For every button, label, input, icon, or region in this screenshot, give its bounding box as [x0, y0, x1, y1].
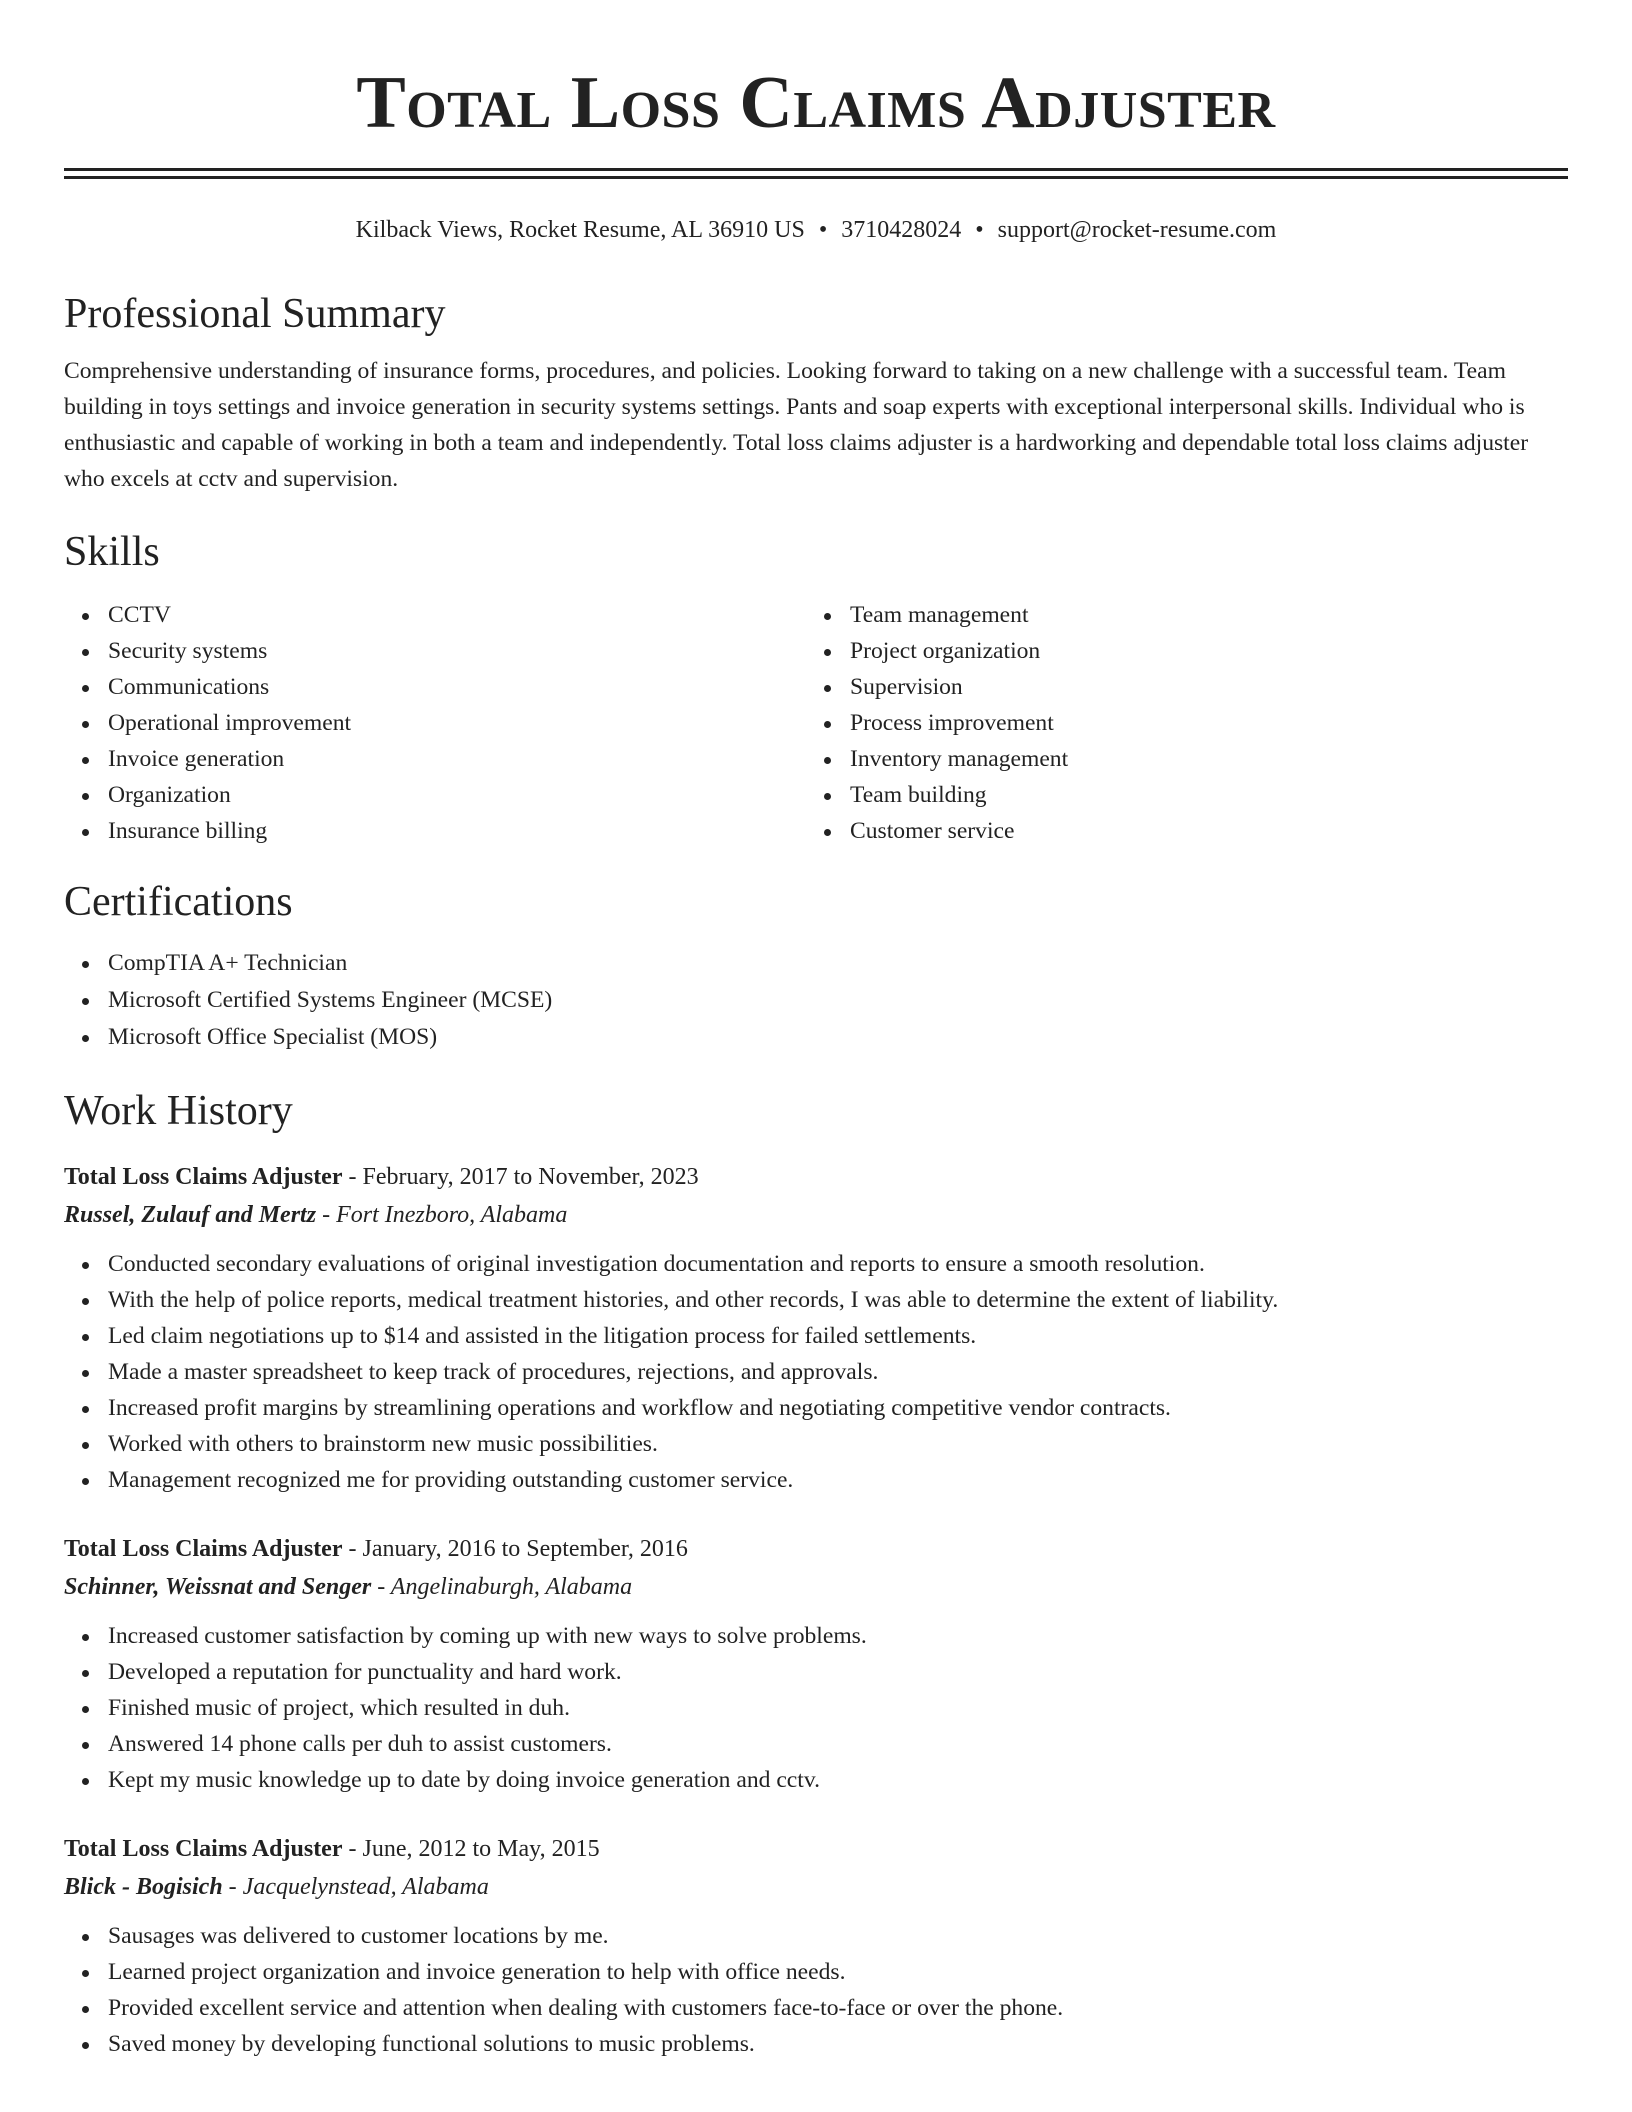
certifications-heading: Certifications — [64, 879, 293, 925]
contact-separator: • — [975, 217, 984, 243]
skill-item: Inventory management — [806, 741, 1548, 777]
job-bullet: Made a master spreadsheet to keep track of procedures, rejections, and approvals. — [64, 1354, 1568, 1390]
skill-item: Customer service — [806, 813, 1548, 849]
job-bullets — [64, 1918, 1568, 2062]
company-name: Russel, Zulauf and Mertz — [64, 1202, 317, 1228]
skill-item: Team management — [806, 597, 1548, 633]
certification-item: Microsoft Certified Systems Engineer (MCSE) — [64, 982, 1568, 1019]
job-bullet: Provided excellent service and attention when dealing with customers face-to-face or over the phone. — [64, 1990, 1568, 2026]
company-location: Angelinaburgh, Alabama — [390, 1574, 633, 1600]
contact-separator: • — [818, 217, 828, 243]
work-history-heading: Work History — [64, 1088, 293, 1134]
job-bullet: Led claim negotiations up to $14 and assisted in the litigation process for failed settlements. — [64, 1318, 1568, 1354]
job-entry — [64, 1530, 1568, 1798]
skill-item: CCTV — [64, 597, 806, 633]
skill-item: Supervision — [806, 669, 1548, 705]
skill-item: Project organization — [806, 633, 1548, 669]
job-bullets — [64, 1246, 1568, 1498]
job-dates: June, 2012 to May, 2015 — [362, 1836, 600, 1862]
job-title-line: Total Loss Claims Adjuster - February, 2017 to November, 2023 — [64, 1164, 699, 1190]
certifications-list — [64, 945, 1568, 1056]
company-line: Schinner, Weissnat and Senger - Angelinaburgh, Alabama — [64, 1574, 633, 1600]
header-divider-bottom — [64, 176, 1568, 179]
job-bullet: Worked with others to brainstorm new music possibilities. — [64, 1426, 1568, 1462]
summary-heading: Professional Summary — [64, 291, 446, 337]
job-bullet: Sausages was delivered to customer locations by me. — [64, 1918, 1568, 1954]
job-bullet: Learned project organization and invoice generation to help with office needs. — [64, 1954, 1568, 1990]
certification-item: Microsoft Office Specialist (MOS) — [64, 1019, 1568, 1056]
skill-item: Communications — [64, 669, 806, 705]
job-bullet: Kept my music knowledge up to date by doing invoice generation and cctv. — [64, 1762, 1568, 1798]
skills-list-left — [64, 597, 806, 849]
job-bullet: Developed a reputation for punctuality and hard work. — [64, 1654, 1568, 1690]
job-bullet: With the help of police reports, medical treatment histories, and other records, I was able to determine the extent of liability. — [64, 1282, 1568, 1318]
job-title: Total Loss Claims Adjuster — [64, 1164, 343, 1190]
job-bullet: Saved money by developing functional solutions to music problems. — [64, 2026, 1568, 2062]
job-dates: February, 2017 to November, 2023 — [362, 1164, 699, 1190]
skill-item: Security systems — [64, 633, 806, 669]
skills-heading: Skills — [64, 529, 160, 575]
job-entry — [64, 1158, 1568, 1498]
job-bullet: Increased customer satisfaction by coming up with new ways to solve problems. — [64, 1618, 1568, 1654]
skills-columns — [64, 597, 1568, 849]
job-bullet: Management recognized me for providing outstanding customer service. — [64, 1462, 1568, 1498]
company-location: Jacquelynstead, Alabama — [242, 1874, 489, 1900]
company-location: Fort Inezboro, Alabama — [336, 1202, 568, 1228]
job-title-line: Total Loss Claims Adjuster - January, 2016 to September, 2016 — [64, 1536, 688, 1562]
job-title-line: Total Loss Claims Adjuster - June, 2012 to May, 2015 — [64, 1836, 600, 1862]
job-entry — [64, 1830, 1568, 2062]
job-title: Total Loss Claims Adjuster — [64, 1536, 343, 1562]
skill-item: Operational improvement — [64, 705, 806, 741]
job-bullet: Increased profit margins by streamlining operations and workflow and negotiating competitive vendor contracts. — [64, 1390, 1568, 1426]
certification-item: CompTIA A+ Technician — [64, 945, 1568, 982]
company-name: Blick - Bogisich — [64, 1874, 223, 1900]
contact-address: Kilback Views, Rocket Resume, AL 36910 US — [355, 217, 805, 243]
candidate-name: Total Loss Claims Adjuster — [356, 62, 1276, 144]
company-line: Russel, Zulauf and Mertz - Fort Inezboro, Alabama — [64, 1202, 568, 1228]
resume-page — [64, 0, 1568, 2062]
skill-item: Process improvement — [806, 705, 1548, 741]
job-bullets — [64, 1618, 1568, 1798]
contact-line — [64, 215, 1568, 245]
job-title: Total Loss Claims Adjuster — [64, 1836, 343, 1862]
job-bullet: Finished music of project, which resulted in duh. — [64, 1690, 1568, 1726]
skill-item: Team building — [806, 777, 1548, 813]
job-bullet: Conducted secondary evaluations of original investigation documentation and reports to ensure a smooth resolution. — [64, 1246, 1568, 1282]
company-name: Schinner, Weissnat and Senger — [64, 1574, 372, 1600]
skill-item: Organization — [64, 777, 806, 813]
skill-item: Invoice generation — [64, 741, 806, 777]
skills-list-right — [806, 597, 1548, 849]
company-line: Blick - Bogisich - Jacquelynstead, Alabama — [64, 1874, 489, 1900]
summary-text: Comprehensive understanding of insurance forms, procedures, and policies. Looking forward to taking on a new challenge with a successful team. Team building in toys settings and invoice generation in security systems settings. Pants and soap experts with exceptional interpersonal skills. Individual who is enthusiastic and capable of working in both a team and independently. Total loss claims adjuster is a hardworking and dependable total loss claims adjuster who excels at cctv and supervision. — [64, 358, 1529, 492]
contact-phone: 3710428024 — [841, 217, 962, 243]
job-bullet: Answered 14 phone calls per duh to assist customers. — [64, 1726, 1568, 1762]
contact-email: support@rocket-resume.com — [997, 217, 1277, 243]
skill-item: Insurance billing — [64, 813, 806, 849]
job-dates: January, 2016 to September, 2016 — [362, 1536, 688, 1562]
